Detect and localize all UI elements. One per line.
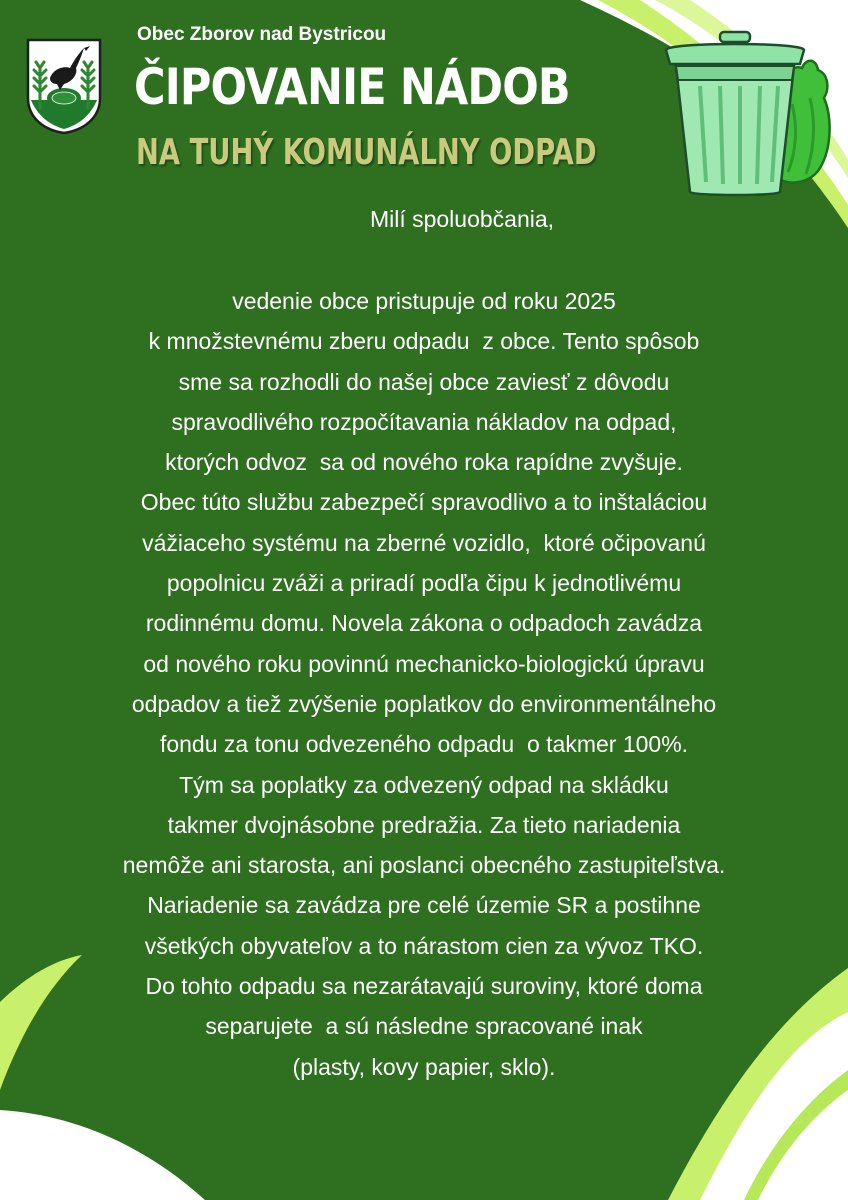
flyer-subtitle: NA TUHÝ KOMUNÁLNY ODPAD: [136, 132, 597, 173]
letter-line: vážiaceho systému na zberné vozidlo, ktoré očipovanú: [142, 529, 706, 556]
municipality-name: Obec Zborov nad Bystricou: [137, 24, 387, 45]
letter-line: separujete a sú následne spracované inak: [205, 1013, 643, 1040]
letter-line: popolnicu zváži a priradí podľa čipu k jednotlivému: [166, 570, 682, 597]
letter-line: takmer dvojnásobne predražia. Za tieto nariadenia: [167, 811, 681, 838]
trash-illustration: [660, 28, 832, 198]
trash-bin-icon: [666, 32, 804, 195]
letter-greeting: Milí spoluobčania,: [369, 206, 555, 232]
letter-line: Tým sa poplatky za odvezený odpad na skládku: [179, 771, 669, 798]
letter-line: spravodlivého rozpočítavania nákladov na odpad,: [171, 408, 677, 435]
letter-line: Do tohto odpadu sa nezarátavajú suroviny, ktoré doma: [145, 973, 703, 1000]
municipal-crest-icon: [26, 38, 102, 134]
flyer-title: ČIPOVANIE NÁDOB: [134, 58, 570, 116]
letter-line: vedenie obce pristupuje od roku 2025: [232, 288, 616, 314]
letter-line: sme sa rozhodli do našej obce zaviesť z dôvodu: [178, 368, 670, 395]
letter-line: nemôže ani starosta, ani poslanci obecného zastupiteľstva.: [122, 852, 726, 879]
letter-line: (plasty, kovy papier, sklo).: [292, 1053, 556, 1080]
letter-line: ktorých odvoz sa od nového roka rapídne zvyšuje.: [165, 449, 683, 476]
letter-line: rodinnému domu. Novela zákona o odpadoch zavádza: [145, 610, 703, 637]
letter-line: všetkých obyvateľov a to nárastom cien za vývoz TKO.: [144, 932, 704, 959]
letter-line: k množstevnému zberu odpadu z obce. Tento spôsob: [148, 328, 700, 355]
letter-line: od nového roku povinnú mechanicko-biologickú úpravu: [143, 650, 705, 677]
letter-line: Nariadenie sa zavádza pre celé územie SR a postihne: [147, 892, 701, 919]
letter-body: [0, 281, 848, 1087]
letter-line: Obec túto službu zabezpečí spravodlivo a to inštaláciou: [140, 489, 708, 516]
letter-line: odpadov a tiež zvýšenie poplatkov do environmentálneho: [131, 690, 717, 717]
letter-line: fondu za tonu odvezeného odpadu o takmer 100%.: [159, 731, 689, 758]
